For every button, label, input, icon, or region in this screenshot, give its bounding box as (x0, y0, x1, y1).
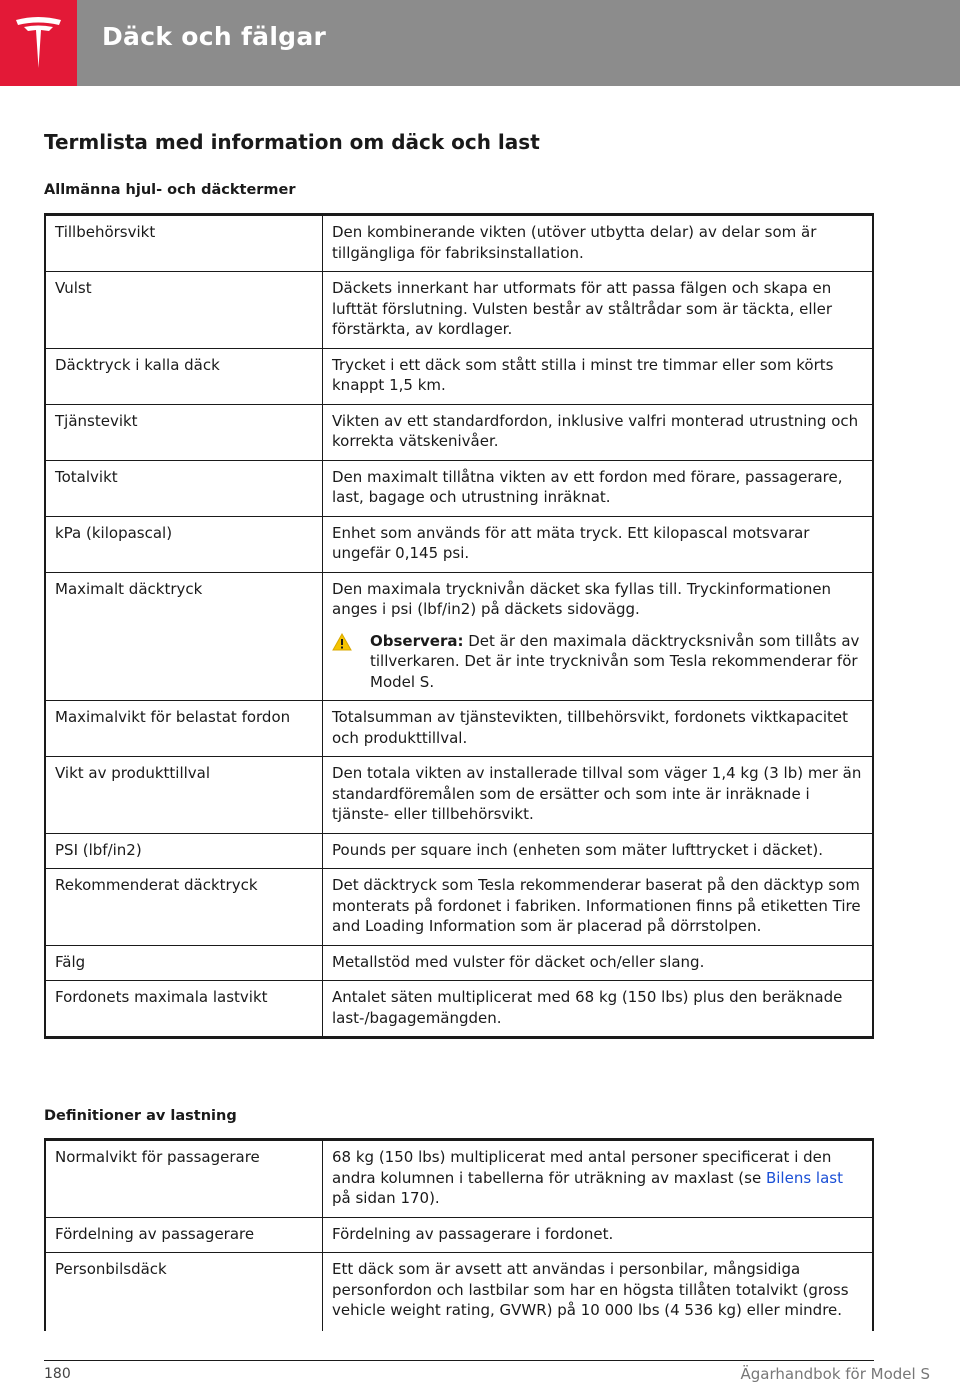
definition-cell: Den maximalt tillåtna vikten av ett fordon med förare, passagerare, last, bagage och utrustning inräknat. (323, 460, 874, 516)
term-cell: kPa (kilopascal) (45, 516, 323, 572)
definition-cell: Antalet säten multiplicerat med 68 kg (150 lbs) plus den beräknade last-/bagagemängden. (323, 981, 874, 1038)
table-row (45, 869, 873, 946)
footer-divider (44, 1360, 874, 1361)
table-row (45, 572, 873, 701)
term-cell: PSI (lbf/in2) (45, 833, 323, 869)
term-cell: Rekommenderat däcktryck (45, 869, 323, 946)
table-row (45, 348, 873, 404)
general-terms-table (44, 213, 874, 1039)
tesla-logo-icon (14, 16, 63, 70)
term-cell: Maximalvikt för belastat fordon (45, 701, 323, 757)
definition-cell (323, 1140, 874, 1218)
section-heading-general-terms: Allmänna hjul- och däcktermer (44, 182, 296, 198)
table-row (45, 1253, 873, 1331)
term-cell: Vulst (45, 272, 323, 349)
table-row (45, 1140, 873, 1218)
warning-icon (332, 633, 352, 651)
term-cell: Fördelning av passagerare (45, 1217, 323, 1253)
page-number: 180 (44, 1366, 71, 1382)
term-cell: Tillbehörsvikt (45, 215, 323, 272)
table-row (45, 1217, 873, 1253)
table-row (45, 272, 873, 349)
definition-cell: Fördelning av passagerare i fordonet. (323, 1217, 874, 1253)
definition-cell: Det däcktryck som Tesla rekommenderar baserat på den däcktyp som monterats på fordonet i fabriken. Informationen finns på etiketten Tire and Loading Information som är placerad på dörrstolpen. (323, 869, 874, 946)
table-row (45, 516, 873, 572)
tesla-logo (0, 0, 77, 86)
definition-cell: Metallstöd med vulster för däcket och/eller slang. (323, 945, 874, 981)
chapter-title: Däck och fälgar (102, 22, 327, 51)
definition-cell: Den totala vikten av installerade tillval som väger 1,4 kg (3 lb) mer än standardföremålen som de ersätter och som inte är inräknade i tjänste- eller tillbehörsvikt. (323, 757, 874, 834)
definition-cell: Totalsumman av tjänstevikten, tillbehörsvikt, fordonets viktkapacitet och produkttillval. (323, 701, 874, 757)
definition-cell: Pounds per square inch (enheten som mäter lufttrycket i däcket). (323, 833, 874, 869)
warning-note (332, 631, 863, 693)
term-cell: Normalvikt för passagerare (45, 1140, 323, 1218)
definition-cell: Däckets innerkant har utformats för att passa fälgen och skapa en lufttät förslutning. Vulsten består av ståltrådar som är täckta, eller förstärkta, av kordlager. (323, 272, 874, 349)
table-row (45, 833, 873, 869)
section-heading-loading-definitions: Definitioner av lastning (44, 1108, 237, 1124)
note-text: Det är den maximala däcktrycksnivån som tillåts av tillverkaren. Det är inte trycknivån som Tesla rekommenderar för Model S. (370, 631, 860, 691)
table-row (45, 757, 873, 834)
definition-cell: Den kombinerande vikten (utöver utbytta delar) av delar som är tillgängliga för fabriksinstallation. (323, 215, 874, 272)
table-row (45, 460, 873, 516)
definition-cell: Ett däck som är avsett att användas i personbilar, mångsidiga personfordon och lastbilar som har en högsta tillåten totalvikt (gross vehicle weight rating, GVWR) på 10 000 lbs (4 536 kg) eller mindre. (323, 1253, 874, 1331)
bilens-last-link[interactable]: Bilens last (765, 1168, 843, 1187)
table-row (45, 701, 873, 757)
term-cell: Fälg (45, 945, 323, 981)
loading-definitions-table (44, 1138, 874, 1331)
definition-text: 68 kg (150 lbs) multiplicerat med antal personer specificerat i den andra kolumnen i tabellerna för uträkning av maxlast (se (332, 1148, 832, 1187)
definition-cell: Vikten av ett standardfordon, inklusive valfri monterad utrustning och korrekta vätskenivåer. (323, 404, 874, 460)
note-label: Observera: (370, 631, 464, 650)
page-header (0, 0, 960, 86)
table-row (45, 215, 873, 272)
definition-cell: Trycket i ett däck som stått stilla i minst tre timmar eller som körts knappt 1,5 km. (323, 348, 874, 404)
term-cell: Personbilsdäck (45, 1253, 323, 1331)
table-row (45, 404, 873, 460)
definition-cell (323, 572, 874, 701)
term-cell: Däcktryck i kalla däck (45, 348, 323, 404)
definition-text: på sidan 170). (332, 1189, 440, 1207)
manual-title: Ägarhandbok för Model S (740, 1365, 930, 1383)
page-title: Termlista med information om däck och last (44, 130, 540, 154)
table-row (45, 945, 873, 981)
term-cell: Vikt av produkttillval (45, 757, 323, 834)
term-cell: Totalvikt (45, 460, 323, 516)
term-cell: Tjänstevikt (45, 404, 323, 460)
table-row (45, 981, 873, 1038)
definition-text: Den maximala trycknivån däcket ska fyllas till. Tryckinformationen anges i psi (lbf/in2) på däckets sidovägg. (332, 579, 832, 618)
term-cell: Fordonets maximala lastvikt (45, 981, 323, 1038)
term-cell: Maximalt däcktryck (45, 572, 323, 701)
definition-cell: Enhet som används för att mäta tryck. Ett kilopascal motsvarar ungefär 0,145 psi. (323, 516, 874, 572)
